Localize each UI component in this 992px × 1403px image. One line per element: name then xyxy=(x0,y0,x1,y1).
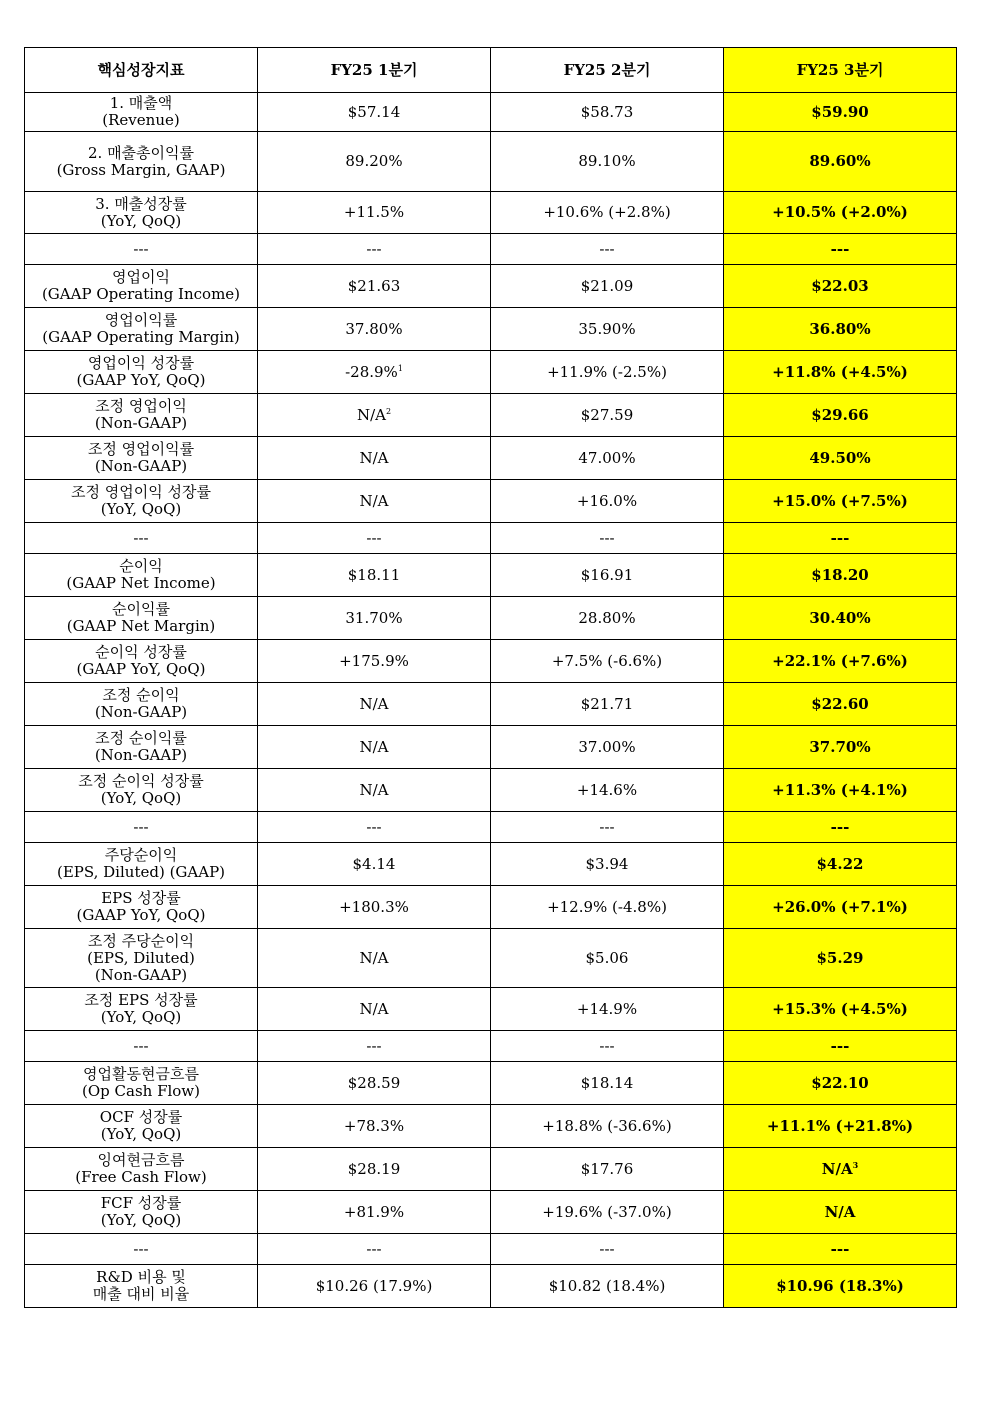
value-q2 xyxy=(491,523,724,554)
value-text: N/A xyxy=(824,1202,856,1221)
metric-label-line: OCF 성장률 xyxy=(99,1108,183,1126)
value-q2 xyxy=(491,1062,724,1105)
value-text: 35.90% xyxy=(578,319,636,338)
value-text: 49.50% xyxy=(809,448,871,467)
value-q2 xyxy=(491,597,724,640)
metric-label xyxy=(25,929,258,988)
value-q3 xyxy=(724,683,957,726)
value-text: N/A xyxy=(359,948,389,967)
value-text: +14.6% xyxy=(576,780,638,799)
metric-label-line: 3. 매출성장률 xyxy=(95,194,187,213)
metric-label xyxy=(25,265,258,308)
table-row xyxy=(25,843,957,886)
table-body xyxy=(25,93,957,1308)
value-text: --- xyxy=(830,528,850,547)
value-q2 xyxy=(491,769,724,812)
value-q3 xyxy=(724,192,957,234)
value-q3 xyxy=(724,554,957,597)
value-text: +81.9% xyxy=(343,1202,405,1221)
metric-label-line: 조정 EPS 성장률 xyxy=(84,991,198,1009)
metric-label xyxy=(25,93,258,132)
metric-label-line: --- xyxy=(133,817,149,836)
metric-label-line: (YoY, QoQ) xyxy=(100,1211,182,1229)
metric-label-line: 조정 순이익 xyxy=(102,686,180,704)
metric-label-line: --- xyxy=(133,1036,149,1055)
value-q3 xyxy=(724,394,957,437)
value-q1 xyxy=(258,726,491,769)
table-row xyxy=(25,726,957,769)
table-row xyxy=(25,351,957,394)
value-text: $4.22 xyxy=(816,854,864,873)
value-q1 xyxy=(258,523,491,554)
value-text: +11.5% xyxy=(343,203,405,221)
value-q1 xyxy=(258,93,491,132)
value-text: 89.10% xyxy=(578,152,636,170)
value-text: +15.3% (+4.5%) xyxy=(772,999,908,1018)
header-q2: FY25 2분기 xyxy=(491,48,724,93)
value-text: +78.3% xyxy=(343,1116,405,1135)
value-q2 xyxy=(491,1105,724,1148)
metric-label-line: (Non-GAAP) xyxy=(94,703,188,721)
metric-label-line: 매출 대비 비율 xyxy=(92,1285,190,1303)
metric-label-line: (GAAP Net Margin) xyxy=(66,617,216,635)
table-row xyxy=(25,523,957,554)
metric-label xyxy=(25,886,258,929)
metric-label xyxy=(25,1105,258,1148)
table-row xyxy=(25,234,957,265)
metric-label-line: R&D 비용 및 xyxy=(96,1268,186,1286)
metric-label xyxy=(25,394,258,437)
metric-label xyxy=(25,683,258,726)
value-text: +15.0% (+7.5%) xyxy=(772,491,908,510)
value-q3 xyxy=(724,726,957,769)
value-q2 xyxy=(491,1265,724,1308)
table-row xyxy=(25,308,957,351)
value-text: $18.14 xyxy=(580,1073,634,1092)
value-q2 xyxy=(491,988,724,1031)
metric-label xyxy=(25,234,258,265)
metric-label-line: 순이익 성장률 xyxy=(95,643,187,661)
value-text: $10.26 (17.9%) xyxy=(315,1276,433,1295)
value-text: 89.60% xyxy=(809,152,871,170)
metric-label-line: 조정 영업이익 xyxy=(95,397,187,415)
value-text: +7.5% (-6.6%) xyxy=(551,651,663,670)
footnote-marker: 3 xyxy=(852,1159,859,1170)
value-text: +19.6% (-37.0%) xyxy=(542,1202,672,1221)
value-q1 xyxy=(258,886,491,929)
value-text: --- xyxy=(366,817,382,836)
value-text: $22.60 xyxy=(811,694,869,713)
metric-label-line: (YoY, QoQ) xyxy=(100,789,182,807)
metric-label-line: 조정 순이익 성장률 xyxy=(78,772,204,790)
metric-label xyxy=(25,132,258,192)
metric-label-line: (EPS, Diluted) (GAAP) xyxy=(56,863,226,881)
value-q2 xyxy=(491,437,724,480)
value-q3 xyxy=(724,480,957,523)
value-q2 xyxy=(491,308,724,351)
metric-label-line: 조정 주당순이익 xyxy=(87,931,195,950)
table-row xyxy=(25,1148,957,1191)
value-q1 xyxy=(258,1191,491,1234)
metric-label xyxy=(25,988,258,1031)
value-text: $59.90 xyxy=(811,102,869,121)
value-q3 xyxy=(724,1148,957,1191)
value-text: 37.70% xyxy=(809,737,871,756)
metric-label-line: 영업활동현금흐름 xyxy=(83,1065,199,1083)
value-text: +22.1% (+7.6%) xyxy=(772,651,908,670)
value-q2 xyxy=(491,812,724,843)
value-text: +16.0% xyxy=(576,491,638,510)
value-q1 xyxy=(258,1105,491,1148)
value-q1 xyxy=(258,812,491,843)
value-text: N/A xyxy=(359,694,389,713)
value-q2 xyxy=(491,480,724,523)
footnote-marker: 2 xyxy=(385,406,392,416)
metric-label xyxy=(25,308,258,351)
value-text: +10.6% (+2.8%) xyxy=(543,203,671,221)
metric-label-line: 2. 매출총이익률 xyxy=(87,143,195,162)
value-q3 xyxy=(724,1265,957,1308)
value-q1 xyxy=(258,1234,491,1265)
header-q1: FY25 1분기 xyxy=(258,48,491,93)
value-text: --- xyxy=(599,528,615,547)
value-q2 xyxy=(491,1191,724,1234)
value-q3 xyxy=(724,93,957,132)
table-row xyxy=(25,683,957,726)
metric-label-line: 영업이익 xyxy=(112,268,170,286)
value-q2 xyxy=(491,726,724,769)
table-row xyxy=(25,597,957,640)
metric-label-line: (GAAP Operating Margin) xyxy=(42,328,240,346)
value-q1 xyxy=(258,132,491,192)
value-text: $17.76 xyxy=(580,1159,634,1178)
table-row xyxy=(25,988,957,1031)
value-text: N/A xyxy=(359,737,389,756)
table-row xyxy=(25,132,957,192)
value-text: $29.66 xyxy=(811,405,869,424)
value-q3 xyxy=(724,234,957,265)
value-text: $58.73 xyxy=(580,102,634,121)
value-q3 xyxy=(724,929,957,988)
metric-label-line: 영업이익률 xyxy=(104,311,178,329)
value-q3 xyxy=(724,523,957,554)
value-q1 xyxy=(258,351,491,394)
value-text: +12.9% (-4.8%) xyxy=(547,897,667,916)
header-metric: 핵심성장지표 xyxy=(25,48,258,93)
value-text: --- xyxy=(599,1239,615,1258)
metric-label xyxy=(25,1031,258,1062)
metric-label-line: (GAAP Net Income) xyxy=(66,574,216,592)
table-row xyxy=(25,929,957,988)
value-q1 xyxy=(258,192,491,234)
value-q2 xyxy=(491,554,724,597)
value-text: $21.63 xyxy=(347,276,401,295)
value-q3 xyxy=(724,812,957,843)
value-q2 xyxy=(491,886,724,929)
value-q1 xyxy=(258,769,491,812)
value-text: --- xyxy=(830,239,850,258)
metric-label xyxy=(25,1234,258,1265)
table-row xyxy=(25,93,957,132)
table-row xyxy=(25,192,957,234)
metric-label xyxy=(25,554,258,597)
table-row xyxy=(25,640,957,683)
table-row xyxy=(25,1031,957,1062)
metric-label xyxy=(25,437,258,480)
metric-label-line: --- xyxy=(133,1239,149,1258)
metric-label xyxy=(25,1148,258,1191)
value-text: N/A xyxy=(359,448,389,467)
metric-label-line: (Non-GAAP) xyxy=(94,414,188,432)
value-q3 xyxy=(724,351,957,394)
metric-label-line: (YoY, QoQ) xyxy=(100,1008,182,1026)
value-text: 37.00% xyxy=(578,737,636,756)
value-q2 xyxy=(491,234,724,265)
metric-label xyxy=(25,192,258,234)
value-q3 xyxy=(724,1031,957,1062)
metric-label-line: EPS 성장률 xyxy=(101,889,181,907)
value-q3 xyxy=(724,437,957,480)
value-q3 xyxy=(724,1191,957,1234)
value-q3 xyxy=(724,843,957,886)
value-q2 xyxy=(491,683,724,726)
value-q1 xyxy=(258,597,491,640)
table-row xyxy=(25,265,957,308)
value-text: --- xyxy=(366,239,382,258)
table-row xyxy=(25,1062,957,1105)
value-q3 xyxy=(724,308,957,351)
value-text: $28.19 xyxy=(347,1159,401,1178)
metric-label xyxy=(25,769,258,812)
header-row xyxy=(25,48,957,93)
value-q1 xyxy=(258,308,491,351)
metric-label-line: (EPS, Diluted) xyxy=(87,948,195,967)
value-text: N/A xyxy=(359,491,389,510)
metric-label-line: --- xyxy=(133,239,149,258)
value-q2 xyxy=(491,1031,724,1062)
value-q1 xyxy=(258,843,491,886)
value-text: +14.9% xyxy=(576,999,638,1018)
value-q2 xyxy=(491,640,724,683)
value-q1 xyxy=(258,480,491,523)
table-row xyxy=(25,1234,957,1265)
value-q2 xyxy=(491,929,724,988)
value-q1 xyxy=(258,988,491,1031)
metrics-table xyxy=(24,47,957,1308)
metric-label xyxy=(25,726,258,769)
value-text: 89.20% xyxy=(345,152,403,170)
table-row xyxy=(25,554,957,597)
value-q3 xyxy=(724,1062,957,1105)
value-text: +11.3% (+4.1%) xyxy=(772,780,908,799)
metric-label-line: (GAAP YoY, QoQ) xyxy=(76,660,206,678)
table-row xyxy=(25,437,957,480)
value-text: --- xyxy=(830,1036,850,1055)
value-text: $10.96 (18.3%) xyxy=(776,1276,904,1295)
value-text: $3.94 xyxy=(585,854,629,873)
value-q1 xyxy=(258,1148,491,1191)
value-text: 30.40% xyxy=(809,608,871,627)
metric-label-line: (YoY, QoQ) xyxy=(100,211,182,230)
metric-label-line: 1. 매출액 xyxy=(109,94,173,112)
value-text: --- xyxy=(366,528,382,547)
metric-label xyxy=(25,597,258,640)
value-q1 xyxy=(258,640,491,683)
value-text: +175.9% xyxy=(339,651,409,670)
metric-label-line: (Gross Margin, GAAP) xyxy=(56,160,226,179)
value-text: N/A xyxy=(359,999,389,1018)
value-q1 xyxy=(258,1265,491,1308)
value-text: $21.71 xyxy=(580,694,634,713)
metric-label-line: 조정 영업이익률 xyxy=(87,440,195,458)
metric-label-line: 잉여현금흐름 xyxy=(97,1151,185,1169)
value-text: --- xyxy=(830,1239,850,1258)
value-q2 xyxy=(491,394,724,437)
value-q1 xyxy=(258,683,491,726)
value-text: $18.11 xyxy=(347,565,401,584)
metric-label-line: --- xyxy=(133,528,149,547)
value-text: --- xyxy=(599,1036,615,1055)
value-text: $22.10 xyxy=(811,1073,869,1092)
metric-label-line: (Revenue) xyxy=(102,111,180,129)
value-q3 xyxy=(724,132,957,192)
value-text: 28.80% xyxy=(578,608,636,627)
metric-label-line: (YoY, QoQ) xyxy=(100,1125,182,1143)
metric-label-line: (Op Cash Flow) xyxy=(82,1082,200,1100)
value-text: $18.20 xyxy=(811,565,869,584)
metric-label xyxy=(25,640,258,683)
value-q1 xyxy=(258,234,491,265)
metric-label xyxy=(25,1062,258,1105)
value-q2 xyxy=(491,132,724,192)
value-text: 36.80% xyxy=(809,319,871,338)
metric-label-line: (Non-GAAP) xyxy=(94,965,188,984)
value-text: $16.91 xyxy=(580,565,634,584)
value-q2 xyxy=(491,351,724,394)
value-q2 xyxy=(491,843,724,886)
value-text: $57.14 xyxy=(347,102,401,121)
metric-label-line: (Non-GAAP) xyxy=(94,457,188,475)
value-text: 31.70% xyxy=(345,608,403,627)
value-q1 xyxy=(258,1062,491,1105)
metric-label-line: (Free Cash Flow) xyxy=(75,1168,207,1186)
value-text: --- xyxy=(366,1239,382,1258)
table-row xyxy=(25,1265,957,1308)
header-q3: FY25 3분기 xyxy=(724,48,957,93)
value-text: --- xyxy=(599,239,615,258)
table-row xyxy=(25,769,957,812)
footnote-marker: 1 xyxy=(397,363,403,373)
value-text: 37.80% xyxy=(345,319,403,338)
value-text: N/A xyxy=(359,780,389,799)
table-row xyxy=(25,812,957,843)
metric-label xyxy=(25,1265,258,1308)
value-q2 xyxy=(491,93,724,132)
value-q2 xyxy=(491,1234,724,1265)
value-q3 xyxy=(724,1234,957,1265)
value-q1 xyxy=(258,437,491,480)
table-row xyxy=(25,1105,957,1148)
value-text: $5.29 xyxy=(816,948,864,967)
metric-label xyxy=(25,843,258,886)
value-text: $28.59 xyxy=(347,1073,401,1092)
table-row xyxy=(25,1191,957,1234)
value-text: +18.8% (-36.6%) xyxy=(542,1116,672,1135)
value-text: --- xyxy=(830,817,850,836)
metric-label-line: 순이익률 xyxy=(112,600,170,618)
table-row xyxy=(25,886,957,929)
value-q2 xyxy=(491,1148,724,1191)
metric-label xyxy=(25,480,258,523)
value-text: +11.9% (-2.5%) xyxy=(547,362,667,381)
value-q3 xyxy=(724,769,957,812)
value-text: N/A xyxy=(821,1159,853,1178)
value-text: --- xyxy=(366,1036,382,1055)
value-q3 xyxy=(724,640,957,683)
value-q1 xyxy=(258,265,491,308)
metric-label xyxy=(25,1191,258,1234)
value-text: --- xyxy=(599,817,615,836)
metric-label xyxy=(25,812,258,843)
value-text: +11.8% (+4.5%) xyxy=(772,362,908,381)
value-text: $21.09 xyxy=(580,276,634,295)
value-text: -28.9% xyxy=(345,362,398,381)
value-q1 xyxy=(258,929,491,988)
value-text: +180.3% xyxy=(339,897,409,916)
metric-label xyxy=(25,351,258,394)
metric-label-line: (GAAP YoY, QoQ) xyxy=(76,906,206,924)
value-text: $27.59 xyxy=(580,405,634,424)
metric-label-line: (YoY, QoQ) xyxy=(100,500,182,518)
metric-label-line: 순이익 xyxy=(119,557,163,575)
value-q1 xyxy=(258,1031,491,1062)
metric-label-line: (GAAP YoY, QoQ) xyxy=(76,371,206,389)
value-q3 xyxy=(724,1105,957,1148)
metric-label-line: 조정 영업이익 성장률 xyxy=(71,483,211,501)
value-q3 xyxy=(724,597,957,640)
table-row xyxy=(25,480,957,523)
value-q2 xyxy=(491,265,724,308)
value-text: $4.14 xyxy=(352,854,396,873)
value-text: $10.82 (18.4%) xyxy=(548,1276,666,1295)
value-text: $22.03 xyxy=(811,276,869,295)
metric-label-line: (GAAP Operating Income) xyxy=(41,285,241,303)
value-text: +10.5% (+2.0%) xyxy=(772,203,908,221)
value-q1 xyxy=(258,394,491,437)
metric-label-line: (Non-GAAP) xyxy=(94,746,188,764)
metric-label xyxy=(25,523,258,554)
value-text: N/A xyxy=(356,405,386,424)
metric-label-line: 영업이익 성장률 xyxy=(87,354,195,372)
value-text: +11.1% (+21.8%) xyxy=(766,1116,914,1135)
value-text: +26.0% (+7.1%) xyxy=(772,897,908,916)
value-q3 xyxy=(724,886,957,929)
value-q3 xyxy=(724,265,957,308)
table-row xyxy=(25,394,957,437)
value-text: $5.06 xyxy=(585,948,629,967)
value-q1 xyxy=(258,554,491,597)
value-text: 47.00% xyxy=(578,448,636,467)
value-q2 xyxy=(491,192,724,234)
metric-label-line: 주당순이익 xyxy=(104,846,178,864)
metric-label-line: 조정 순이익률 xyxy=(95,729,187,747)
metric-label-line: FCF 성장률 xyxy=(100,1194,182,1212)
value-q3 xyxy=(724,988,957,1031)
